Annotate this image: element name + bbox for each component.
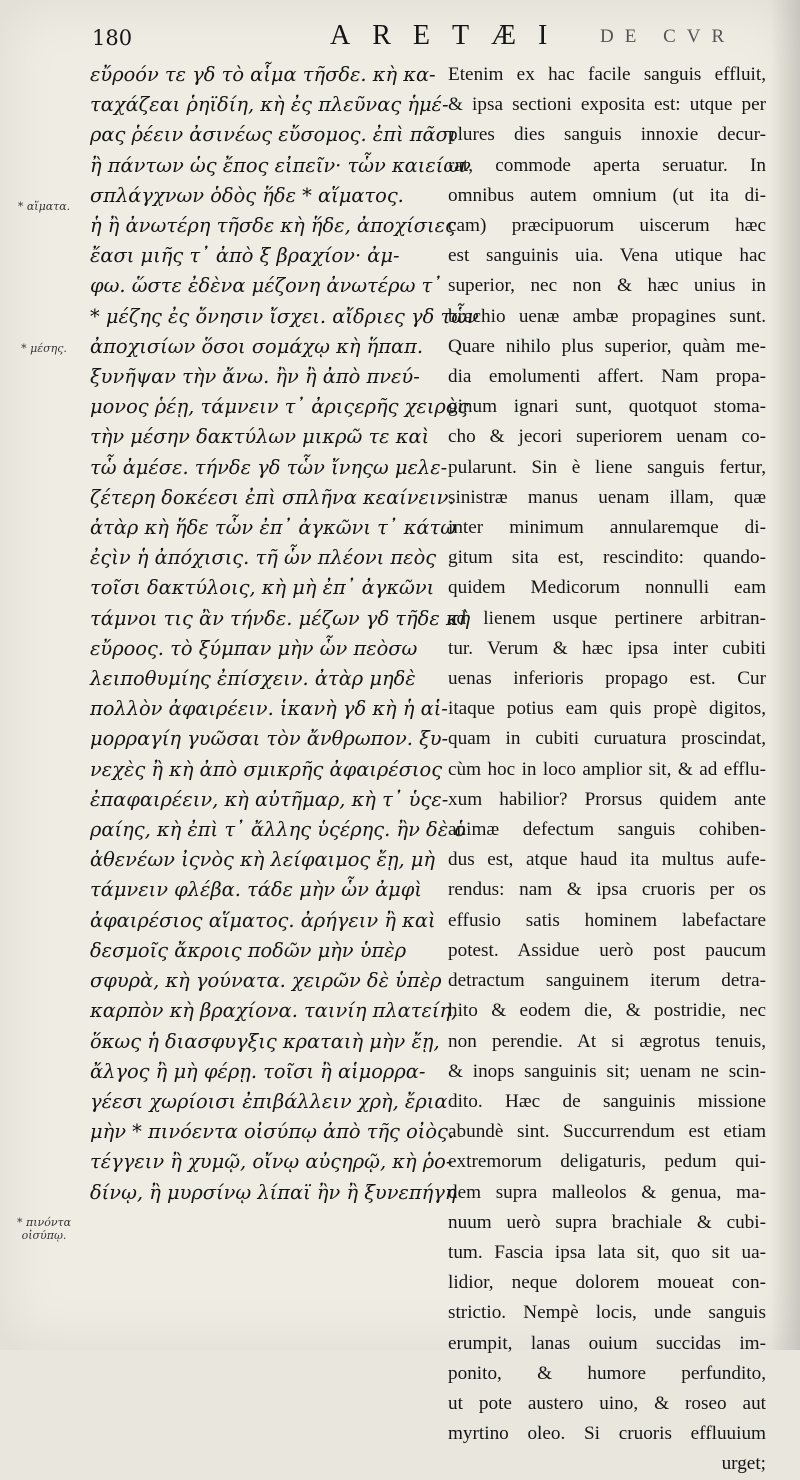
latin-text-line: quidem Medicorum nonnulli eam [448, 577, 766, 599]
latin-text-line: ponito, & humore perfundito, [448, 1362, 766, 1384]
greek-text-line: λειποθυμίης ἐπίσχειν. ἀτὰρ μηδὲ [90, 667, 416, 691]
latin-text-line: Etenim ex hac facile sanguis effluit, [448, 64, 766, 85]
latin-text-line: myrtino oleo. Si cruoris effluuium [448, 1423, 766, 1445]
latin-text-line: animæ defectum sanguis cohiben- [448, 819, 766, 841]
greek-text-line: ἀτὰρ κὴ ἥδε τὧν ἐπ᾿ ἀγκῶνι τ᾿ κάτω [90, 516, 457, 540]
greek-text-line: εὔροος. τὸ ξύμπαν μὴν ὧν πεὸσω [90, 636, 418, 660]
margin-notes [0, 0, 90, 1350]
greek-text-line: γέεσι χωρίοισι ἐπιβάλλειν χρὴ, ἔρια [90, 1089, 448, 1113]
latin-text-line: dia emolumenti affert. Nam propa- [448, 366, 766, 388]
latin-text-line: ut pote austero uino, & roseo aut [448, 1392, 766, 1414]
greek-text-line: τέγγειν ἢ χυμῷ, οἴνῳ αὐςηρῷ, κὴ ῥο- [90, 1150, 453, 1174]
latin-text-line: Quare nihilo plus superior, quàm me- [448, 335, 766, 357]
greek-text-line: ξυνῆψαν τὴν ἄνω. ἢν ἢ ἀπὸ πνεύ- [90, 365, 420, 389]
latin-text-line: superior, nec non & hæc unius in [448, 275, 766, 297]
latin-text-line: dem supra malleolos & genua, ma- [448, 1181, 766, 1203]
latin-text-line: ginum ignari sunt, quotquot stoma- [448, 396, 766, 418]
latin-text-line: plures dies sanguis innoxie decur- [448, 124, 766, 146]
greek-text-line: φω. ὥστε ἐδὲνα μέζονη ἀνωτέρω τ᾿ [90, 274, 442, 298]
margin-note: * πινόντα οἰσύπῳ. [16, 1216, 72, 1242]
greek-text-line: ἀποχισίων ὅσοι σομάχῳ κὴ ἥπαπ. [90, 334, 424, 358]
greek-text-line: ραίης, κὴ ἐπὶ τ᾿ ἄλλης ὑςέρης. ἢν δὲ ὁ [90, 818, 466, 842]
greek-text-line: τοῖσι δακτύλοις, κὴ μὴ ἐπ᾿ ἀγκῶνι [90, 576, 435, 600]
latin-text-line: abundè sint. Succurrendum est etiam [448, 1121, 766, 1143]
greek-text-line: ἔασι μιῆς τ᾿ ἀπὸ ξ βραχίον· ἀμ- [90, 244, 400, 268]
page-edge-shadow [770, 0, 800, 1350]
latin-text-line: xum habilior? Prorsus quidem ante [448, 788, 766, 810]
latin-text-line: est sanguinis uia. Vena utique hac [448, 245, 766, 267]
greek-text-line: τὴν μέσην δακτύλων μικρῶ τε καὶ [90, 425, 430, 449]
running-head: ARETÆI [330, 20, 570, 51]
greek-text-line: ἄλγος ἢ μὴ φέρῃ. τοῖσι ἢ αἱμορρα- [90, 1059, 426, 1083]
greek-text-line: * μέζης ἐς ὄνησιν ἴσχει. αἴδριες γδ τὧν [90, 304, 479, 328]
running-head-right: DE CVR [600, 26, 736, 47]
greek-text-line: τὧ ἀμέσε. τήνδε γδ τὧν ἴνηςω μελε- [90, 455, 448, 479]
greek-text-line: εὔροόν τε γδ τὸ αἷμα τῆσδε. κὴ κα- [90, 63, 436, 86]
latin-text-line: urget; [721, 1453, 766, 1475]
latin-text-line: inter minimum annularemque di- [448, 517, 766, 539]
greek-text-line: δίνῳ, ἢ μυρσίνῳ λίπαϊ ἢν ἢ ξυνεπήγη [90, 1180, 457, 1204]
greek-text-line: νεχὲς ἢ κὴ ἀπὸ σμικρῆς ἀφαιρέσιος [90, 757, 443, 781]
latin-text-line: ad lienem usque pertinere arbitran- [448, 607, 766, 629]
latin-text-line: detractum sanguinem iterum detra- [448, 970, 766, 992]
greek-text-line: τάμνοι τις ἂν τήνδε. μέζων γδ τῆδε κὴ [90, 606, 471, 630]
latin-text-line: erumpit, lanas ouium succidas im- [448, 1332, 766, 1354]
greek-text-line: ρας ῥέειν ἀσινέως εὔσομος. ἐπὶ πᾶσι [90, 123, 457, 147]
latin-text-line: effusio satis hominem labefactare [448, 909, 766, 931]
greek-text-line: μορραγίη γυῶσαι τὸν ἄνθρωπον. ξυ- [90, 727, 449, 751]
greek-text-line: ἐςὶν ἡ ἀπόχισις. τῆ ὧν πλέονι πεὸς [90, 546, 437, 570]
greek-text-line: μὴν * πινόεντα οἰσύπῳ ἀπὸ τῆς οἰὸς. [90, 1120, 455, 1144]
greek-text-line: ζέτερη δοκέεσι ἐπὶ σπλῆνα κεαίνειν. [90, 485, 455, 509]
greek-text-line: ἀθενέων ἰςνὸς κὴ λείφαιμος ἔῃ, μὴ [90, 848, 436, 872]
greek-text-line: ταχάζεαι ῥηϊδίη, κὴ ἐς πλεῦνας ἡμέ- [90, 93, 449, 117]
page-number: 180 [92, 26, 133, 50]
greek-text-line: ἡ ἢ ἀνωτέρη τῆσδε κὴ ἥδε, ἀποχίσιες [90, 214, 456, 238]
latin-text-line: tum. Fascia ipsa lata sit, quo sit ua- [448, 1241, 766, 1263]
latin-text-line: cho & jecori superiorem uenam co- [448, 426, 766, 448]
latin-text-line: dito. Hæc de sanguinis missione [448, 1090, 766, 1112]
latin-text-line: strictio. Nempè locis, unde sanguis [448, 1302, 766, 1324]
latin-text-line: rendus: nam & ipsa cruoris per os [448, 879, 766, 901]
margin-note: * μέσης. [21, 342, 67, 355]
greek-text-line: δεσμοῖς ἄκροις ποδῶν μὴν ὑπὲρ [90, 938, 407, 962]
page-header [0, 6, 800, 54]
latin-text-line: lidior, neque dolorem moueat con- [448, 1272, 766, 1294]
greek-text-line: σφυρὰ, κὴ γούνατα. χειρῶν δὲ ὑπὲρ [90, 969, 442, 993]
greek-text-line: τάμνειν φλέβα. τάδε μὴν ὧν ἀμφὶ [90, 878, 422, 902]
latin-text-line: extremorum deligaturis, pedum qui- [448, 1151, 766, 1173]
latin-text-line: potest. Assidue uerò post paucum [448, 939, 766, 961]
latin-text-line: hito & eodem die, & postridie, nec [448, 1000, 766, 1022]
latin-text-line: quam in cubiti curuatura proscindat, [448, 728, 766, 750]
latin-text-line: gitum sita est, rescindito: quando- [448, 547, 766, 569]
greek-text-line: ἢ πάντων ὡς ἔπος εἰπεῖν· τὧν καιείων [90, 153, 471, 177]
latin-text-line: cùm hoc in loco amplior sit, & ad efflu- [448, 758, 766, 780]
greek-text-line: ἀφαιρέσιος αἵματος. ἀρήγειν ἢ καὶ [90, 908, 436, 932]
latin-text-line: & inops sanguinis sit; uenam ne scin- [448, 1060, 766, 1082]
latin-text-line: nuum uerò supra brachiale & cubi- [448, 1211, 766, 1233]
latin-text-line: rat, commode aperta seruatur. In [448, 154, 766, 176]
latin-text-line: sinistræ manus uenam illam, quæ [448, 486, 766, 508]
greek-text-line: ὅκως ἡ διασφυγξις κραταιὴ μὴν ἔῃ, [90, 1029, 440, 1053]
latin-text-column [448, 60, 766, 1480]
latin-text-line: uenas inferioris propago est. Cur [448, 668, 766, 690]
greek-text-line: μονος ῥέῃ, τάμνειν τ᾿ ἀριςερῆς χειρὸς [90, 395, 469, 419]
latin-text-line: brachio uenæ ambæ propagines sunt. [448, 305, 766, 327]
latin-text-line: tur. Verum & hæc ipsa inter cubiti [448, 637, 766, 659]
latin-text-line: & ipsa sectioni exposita est: utque per [448, 94, 766, 116]
latin-text-line: dus est, atque haud ita multus aufe- [448, 849, 766, 871]
latin-text-line: non perendie. At si ægrotus tenuis, [448, 1030, 766, 1052]
greek-text-line: καρπὸν κὴ βραχίονα. ταινίη πλατείη, [90, 999, 458, 1023]
latin-text-line: omnibus autem omnium (ut ita di- [448, 184, 766, 206]
greek-text-column [90, 60, 479, 1208]
greek-text-line: πολλὸν ἀφαιρέειν. ἱκανὴ γδ κὴ ἡ αἱ- [90, 697, 448, 721]
latin-text-line: itaque potius eam quis propè digitos, [448, 698, 766, 720]
latin-text-line: pularunt. Sin è liene sanguis fertur, [448, 456, 766, 478]
latin-text-line: cam) præcipuorum uiscerum hæc [448, 215, 766, 237]
greek-text-line: ἐπαφαιρέειν, κὴ αὐτῆμαρ, κὴ τ᾿ ὑςε- [90, 787, 449, 811]
margin-note: * αἵματα. [17, 200, 71, 213]
greek-text-line: σπλάγχνων ὁδὸς ἥδε * αἵματος. [90, 183, 404, 207]
